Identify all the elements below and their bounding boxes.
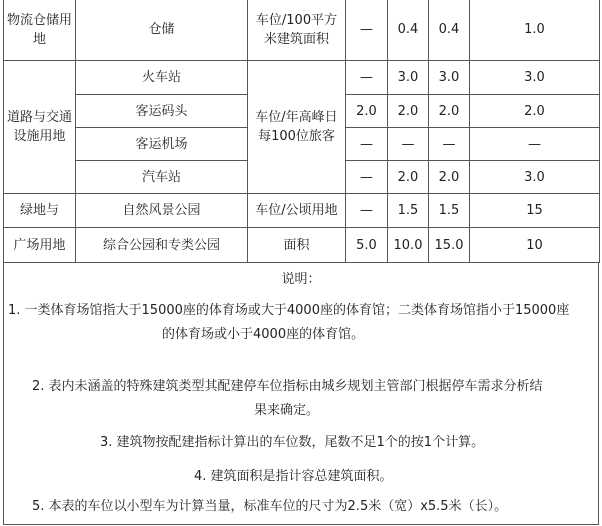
table-row [4, 61, 600, 95]
value-cell: — [346, 161, 388, 194]
facility-cell: 汽车站 [76, 161, 248, 194]
value-cell: 2.0 [388, 161, 429, 194]
value-cell: 1.5 [429, 194, 470, 228]
facility-cell: 客运码头 [76, 95, 248, 128]
value-cell: 2.0 [388, 95, 429, 128]
value-cell: 5.0 [346, 228, 388, 263]
unit-cell: 面积 [248, 228, 346, 263]
note-item: 4. 建筑面积是指计容总建筑面积。 [194, 469, 393, 484]
category-cell: 道路与交通设施用地 [4, 61, 76, 194]
note-item: 1. 一类体育场馆指大于15000座的体育场或大于4000座的体育馆；二类体育场馆指小于15000座 [8, 303, 570, 318]
notes-title: 说明： [281, 272, 321, 287]
value-cell: — [346, 194, 388, 228]
note-item-continuation: 的体育场或小于4000座的体育馆。 [162, 327, 365, 342]
note-item: 2. 表内未涵盖的特殊建筑类型其配建停车位指标由城乡规划主管部门根据停车需求分析结 [32, 379, 543, 394]
value-cell: 2.0 [470, 95, 600, 128]
note-item: 5. 本表的车位以小型车为计算当量，标准车位的尺寸为2.5米（宽）x5.5米（长）。 [32, 499, 508, 514]
category-cell: 广场用地 [4, 228, 76, 263]
value-cell: 0.4 [429, 0, 470, 61]
value-cell: 2.0 [346, 95, 388, 128]
value-cell: 3.0 [429, 61, 470, 95]
category-cell: 绿地与 [4, 194, 76, 228]
value-cell: 2.0 [429, 161, 470, 194]
value-cell: 1.0 [470, 0, 600, 61]
value-cell: — [346, 128, 388, 161]
value-cell: 3.0 [470, 61, 600, 95]
value-cell: 10 [470, 228, 600, 263]
value-cell: 3.0 [470, 161, 600, 194]
note-item-continuation: 果来确定。 [254, 403, 320, 418]
value-cell: — [470, 128, 600, 161]
value-cell: 10.0 [388, 228, 429, 263]
value-cell: 15 [470, 194, 600, 228]
unit-cell: 车位/年高峰日每100位旅客 [248, 61, 346, 194]
unit-cell: 车位/100平方米建筑面积 [248, 0, 346, 61]
table-row [4, 0, 600, 61]
facility-cell: 客运机场 [76, 128, 248, 161]
value-cell: — [346, 0, 388, 61]
notes-section [3, 262, 599, 525]
facility-cell: 火车站 [76, 61, 248, 95]
category-cell: 物流仓储用地 [4, 0, 76, 61]
value-cell: — [346, 61, 388, 95]
value-cell: — [388, 128, 429, 161]
facility-cell: 综合公园和专类公园 [76, 228, 248, 263]
facility-cell: 仓储 [76, 0, 248, 61]
value-cell: 1.5 [388, 194, 429, 228]
value-cell: 2.0 [429, 95, 470, 128]
value-cell: 15.0 [429, 228, 470, 263]
note-item: 3. 建筑物按配建指标计算出的车位数，尾数不足1个的按1个计算。 [100, 435, 485, 450]
standards-grid [3, 0, 600, 263]
table-row [4, 194, 600, 228]
table-row [4, 228, 600, 263]
value-cell: — [429, 128, 470, 161]
value-cell: 0.4 [388, 0, 429, 61]
facility-cell: 自然风景公园 [76, 194, 248, 228]
unit-cell: 车位/公顷用地 [248, 194, 346, 228]
value-cell: 3.0 [388, 61, 429, 95]
